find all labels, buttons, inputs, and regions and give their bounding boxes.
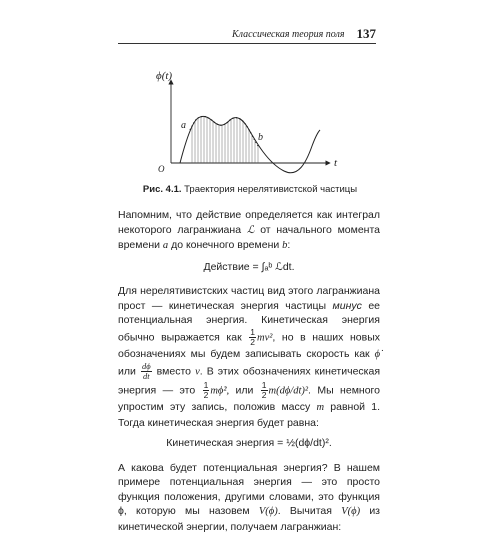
caption-label: Рис. 4.1. xyxy=(143,184,182,195)
origin-label: O xyxy=(158,164,165,174)
text-body xyxy=(118,208,380,534)
equation-action: Действие = ∫ₐᵇ ℒdt. xyxy=(118,260,380,275)
trajectory-plot xyxy=(150,60,350,185)
point-b-label: b xyxy=(258,132,263,143)
point-a-label: a xyxy=(181,120,186,131)
paragraph-2: Для нерелятивистских частиц вид этого лагранжиана прост — кинетическая энергия частицы минус ее потенциальная энергия. Кинетическая энергия обычно выражается как $\frac{1}{2}$ mv², но в наших новых обозначениях мы будем записывать скорость как ϕ̇ или $\frac{d\phi}{dt}$ вместо v. В этих обозначениях кинетическая энергия — это $\frac{1}{2}$ mϕ̇², или $\frac{1}{2}$ m(dϕ/dt)². Мы немного упростим эту запись, положив массу m равной 1. Тогда кинетическая энергия будет равна: xyxy=(118,284,380,430)
equation-kinetic: Кинетическая энергия = ½(dϕ/dt)². xyxy=(118,436,380,451)
y-axis-label: ϕ(t) xyxy=(156,70,172,82)
x-axis-label: t xyxy=(334,157,338,169)
header-rule xyxy=(118,43,376,44)
trajectory-figure xyxy=(150,60,350,185)
hatch-lines xyxy=(192,116,258,163)
figure-caption xyxy=(118,184,382,195)
header-title: Классическая теория поля xyxy=(232,29,345,41)
dotted-segment xyxy=(190,116,258,146)
paragraph-1: Напомним, что действие определяется как интеграл некоторого лагранжиана ℒ от начального момента времени a до конечного времени b: xyxy=(118,208,380,254)
running-header xyxy=(118,27,376,41)
caption-text: Траектория нерелятивистской частицы xyxy=(184,184,357,195)
page-number: 137 xyxy=(357,27,377,41)
paragraph-3: А какова будет потенциальная энергия? В нашем примере потенциальная энергия — это просто функция положения, другими словами, это функция ϕ, которую мы назовем V(ϕ). Вычитая V(ϕ) из кинетической энергии, получаем лагранжиан: xyxy=(118,461,380,534)
